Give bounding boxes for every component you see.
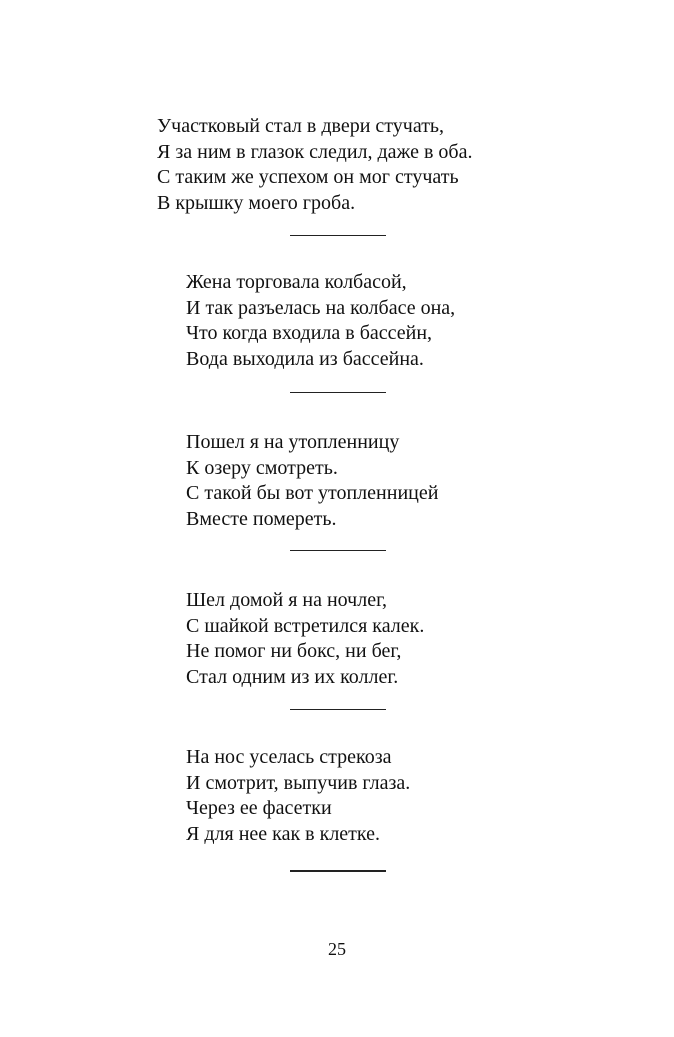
verse-line: С таким же успехом он мог стучать [157, 166, 459, 188]
stanza-4 [186, 588, 424, 690]
stanza-5 [186, 745, 410, 847]
verse-line: На нос уселась стрекоза [186, 746, 392, 768]
verse-line: Я для нее как в клетке. [186, 822, 381, 845]
stanza-2 [186, 270, 455, 372]
stanza-3 [186, 430, 438, 532]
verse-line: И так разъелась на колбасе она, [186, 296, 456, 319]
verse-line: Участковый стал в двери стучать, [157, 115, 445, 137]
verse-line: С такой бы вот утопленницей [186, 482, 439, 504]
verse-line: В крышку моего гроба. [157, 191, 356, 214]
verse-line: Не помог ни бокс, ни бег, [186, 640, 402, 662]
verse-line: Что когда входила в бассейн, [186, 322, 433, 344]
section-divider [290, 709, 386, 710]
section-divider [290, 392, 386, 393]
verse-line: Шел домой я на ночлег, [186, 589, 388, 611]
section-divider [290, 870, 386, 872]
section-divider [290, 235, 386, 236]
section-divider [290, 550, 386, 551]
stanza-1 [157, 114, 472, 216]
verse-line: Через ее фасетки [186, 797, 332, 819]
verse-line: Пошел я на утопленницу [186, 431, 400, 453]
page-number: 25 [328, 939, 346, 959]
verse-line: Вместе помереть. [186, 507, 337, 530]
verse-line: Жена торговала колбасой, [186, 271, 407, 293]
verse-line: К озеру смотреть. [186, 456, 338, 479]
verse-line: И смотрит, выпучив глаза. [186, 771, 411, 794]
verse-line: С шайкой встретился калек. [186, 614, 425, 637]
verse-line: Стал одним из их коллег. [186, 665, 399, 688]
verse-line: Я за ним в глазок следил, даже в оба. [157, 140, 473, 163]
verse-line: Вода выходила из бассейна. [186, 347, 424, 370]
